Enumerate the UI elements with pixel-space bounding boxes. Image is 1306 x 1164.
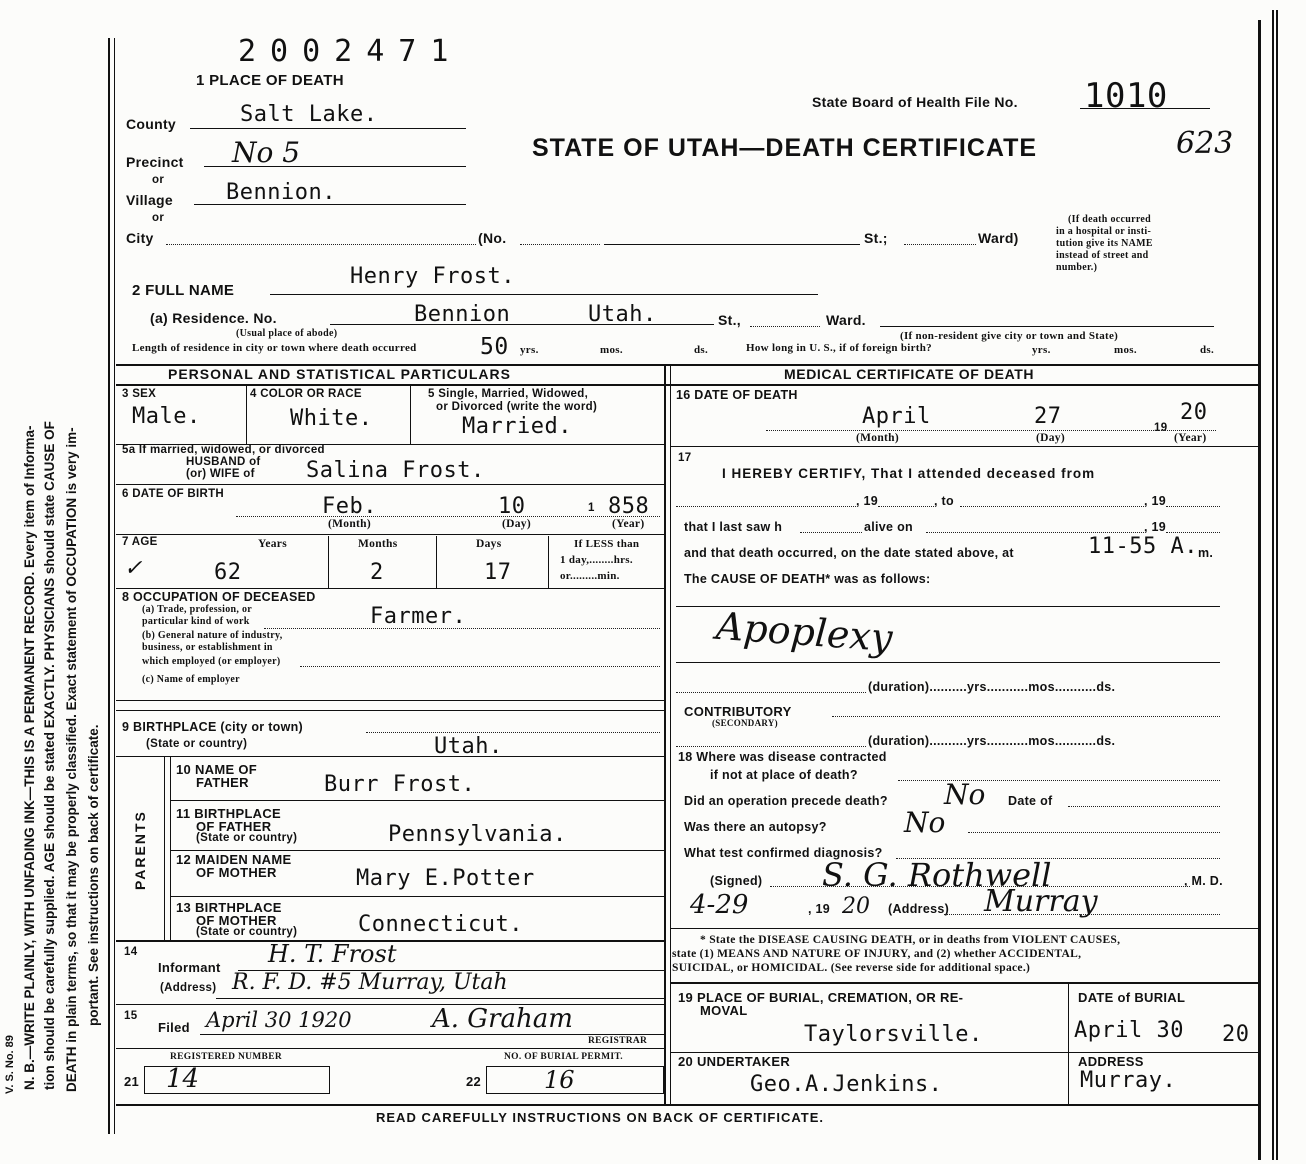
right-edge [1272, 10, 1278, 1160]
filed-date-value: April 30 1920 [206, 1008, 352, 1032]
burial-place-value: Taylorsville. [804, 1022, 983, 1047]
dod-year: 20 [1180, 400, 1208, 425]
form-number: V. S. No. 89 [4, 1035, 16, 1094]
full-name-label: 2 FULL NAME [132, 282, 235, 299]
street-label: St.; [864, 230, 888, 246]
cause-of-death-value: Apoplexy [714, 603, 894, 661]
length-of-residence-years: 50 [480, 334, 509, 360]
physician-signature: S. G. Rothwell [822, 856, 1052, 894]
dod-day: 27 [1034, 404, 1062, 429]
registrar-signature: A. Graham [432, 1004, 573, 1034]
right-frame-line [1258, 20, 1261, 1160]
physician-address: Murray [984, 884, 1098, 919]
burial-year-value: 20 [1222, 1022, 1250, 1047]
left-frame-line [108, 38, 110, 1134]
margin-instructions-line-3: DEATH in plain terms, so that it may be properly classified. Exact statement of OCCUPATION is very im- [64, 427, 79, 1092]
occupation-value: Farmer. [370, 604, 467, 629]
mother-name-value: Mary E.Potter [356, 866, 535, 891]
margin-instructions-line-2: tion should be carefully supplied. AGE should be stated EXACTLY. PHYSICIANS should state CAUSE OF [42, 421, 57, 1090]
color-value: White. [290, 406, 373, 431]
burial-date-value: April 30 [1074, 1018, 1184, 1043]
father-name-value: Burr Frost. [324, 772, 476, 797]
certificate-number: 2002471 [238, 34, 463, 69]
ward-label: Ward) [978, 230, 1019, 246]
column-divider [664, 364, 666, 1104]
personal-section-title: PERSONAL AND STATISTICAL PARTICULARS [168, 366, 511, 382]
burial-permit-value: 16 [544, 1066, 575, 1094]
full-name-value: Henry Frost. [350, 264, 515, 289]
undertaker-address-value: Murray. [1080, 1068, 1177, 1093]
signature-year: 20 [842, 894, 870, 919]
certificate-title: STATE OF UTAH—DEATH CERTIFICATE [532, 134, 1038, 162]
county-value: Salt Lake. [240, 102, 378, 127]
mother-birthplace-value: Connecticut. [358, 912, 523, 937]
medical-section-title: MEDICAL CERTIFICATE OF DEATH [784, 366, 1035, 382]
margin-instructions-line-4: portant. See instructions on back of certificate. [86, 724, 101, 1026]
undertaker-value: Geo.A.Jenkins. [750, 1072, 943, 1097]
dod-month: April [862, 404, 931, 429]
death-certificate: N. B.—WRITE PLAINLY, WITH UNFADING INK—THIS IS A PERMANENT RECORD. Every item of Informa- tion should be carefully supplied. AGE should be stated EXACTLY. PHYSICIANS should state CAUSE OF DEATH in plain terms, so that it may be properly classified. Exact statement of OCCUPATION is very im- portant. See instructions on back of certificate. V. S. No. 89 2002471 1 PLACE OF DEATH State Board of Health File No. 1010 STATE OF UTAH—DEATH CERTIFICATE 623 County Salt Lake. Precinct No 5 or Village Bennion. or City (No. St.; Ward) (If death occurred in a hospital or insti- tution give its NAME instead of street and number.) 2 FULL NAME Henry Frost. (a) Residence. No. Bennion Utah. St., Ward. (Usual place of abode) (If non-resident give city or town and State) Length of residence in city or town where death occurred 50 yrs. mos. ds. How long in U. S., if of foreign birth? yrs. mos. ds. PERSONAL AND STATISTICAL PARTICULARS MEDICAL CERTIFICATE OF DEATH 3 SEX Male. 4 COLOR OR RACE White. 5 Single, Married, Widowed, or Divorced (write the word) Married. 5a If married, widowed, or divorced HUSBAND of (or) WIFE of Salina Frost. 6 DATE OF BIRTH Feb. 10 1 858 (Month) (Day) (Year) 7 AGE ✓ Years 62 Months 2 Days 17 If LESS than 1 day,........hrs. or.........min. 8 OCCUPATION OF DECEASED (a) Trade, profession, or particular kind of work Farmer. (b) General nature of industry, business, or establishment in which employed (or employer) (c) Name of employer 9 BIRTHPLACE (city or town) (State or country) Utah. PARENTS 10 NAME OF FATHER Burr Frost. 11 BIRTHPLACE OF FATHER (State or country) Pennsylvania. 12 MAIDEN NAME OF MOTHER Mary E.Potter 13 BIRTHPLACE OF MOTHER (State or country) Connecticut. 14 Informant H. T. Frost (Address) R. F. D. #5 Murray, Utah 15 Filed April 30 1920 A. Graham REGISTRAR REGISTERED NUMBER NO. OF BURIAL PERMIT. 21 14 22 16 16 DATE OF DEATH April 27 19 20 (Month) (Day) (Year) 17 I HEREBY CERTIFY, That I attended deceased from , 19 , to , 19 that I last saw h alive on , 19 and that death occurred, on the date stated above, at 11-55 A. m. The CAUSE OF DEATH* was as follows: Apoplexy (duration)..........yrs...........mos...........ds. CONTRIBUTORY (SECONDARY) (duration)..........yrs...........mos...........ds. 18 Where was disease contracted if not at place of death? Did an operation precede death? No Date of Was there an autopsy? No What test confirmed diagnosis? (Signed) S. G. Rothwell , M. D. 4-29 , 19 20 (Address) Murray * State the DISEASE CAUSING DEATH, or in deaths from VIOLENT CAUSES, state (1) MEANS AND NATURE OF INJURY, and (2) whether ACCIDENTAL, SUICIDAL, or HOMICIDAL. (See reverse side for additional space.) 19 PLACE OF BURIAL, CREMATION, OR RE- MOVAL Taylorsville. DATE of BURIAL April 30 20 20 UNDERTAKER Geo.A.Jenkins. ADDRESS Murray. READ CAREFULLY INSTRUCTIONS ON BACK OF CERTIFICATE. [0, 0, 1306, 1164]
village-value: Bennion. [226, 180, 336, 205]
precinct-label: Precinct [126, 154, 184, 170]
residence-state: Utah. [588, 302, 657, 327]
age-days: 17 [484, 560, 512, 585]
file-number: 1010 [1084, 76, 1168, 116]
time-of-death: 11-55 A. [1088, 534, 1198, 559]
precinct-value: No 5 [232, 136, 301, 169]
autopsy-value: No [904, 806, 946, 839]
burial-permit-box [486, 1066, 664, 1094]
spouse-value: Salina Frost. [306, 458, 485, 483]
age-years: 62 [214, 560, 242, 585]
dob-year: 858 [608, 494, 650, 519]
birthplace-value: Utah. [434, 734, 503, 759]
operation-value: No [944, 778, 986, 811]
dob-day: 10 [498, 494, 526, 519]
father-birthplace-value: Pennsylvania. [388, 822, 567, 847]
left-frame-line-inner [114, 38, 115, 1134]
residence-city: Bennion [414, 302, 511, 327]
registered-number-value: 14 [166, 1064, 200, 1094]
parents-label: PARENTS [132, 810, 148, 890]
margin-instructions-line-1: N. B.—WRITE PLAINLY, WITH UNFADING INK—THIS IS A PERMANENT RECORD. Every item of Informa- [22, 425, 37, 1090]
dob-month: Feb. [322, 494, 377, 519]
county-label: County [126, 116, 177, 132]
city-label: City [126, 230, 154, 246]
place-of-death-label: 1 PLACE OF DEATH [196, 72, 344, 89]
age-months: 2 [370, 560, 384, 585]
village-label: Village [126, 192, 173, 208]
informant-address-value: R. F. D. #5 Murray, Utah [232, 970, 508, 995]
length-of-residence-label: Length of residence in city or town where death occurred [132, 342, 417, 354]
sex-value: Male. [132, 404, 201, 429]
footer-instructions: READ CAREFULLY INSTRUCTIONS ON BACK OF CERTIFICATE. [376, 1110, 824, 1125]
informant-value: H. T. Frost [268, 940, 397, 968]
margin-note: 623 [1176, 126, 1234, 161]
certify-statement: I HEREBY CERTIFY, That I attended deceased from [722, 466, 1096, 481]
file-number-label: State Board of Health File No. [812, 94, 1018, 110]
street-number-label: (No. [478, 230, 507, 246]
marital-status-value: Married. [462, 414, 572, 439]
signature-date: 4-29 [690, 890, 749, 920]
residence-label: (a) Residence. No. [150, 310, 277, 326]
